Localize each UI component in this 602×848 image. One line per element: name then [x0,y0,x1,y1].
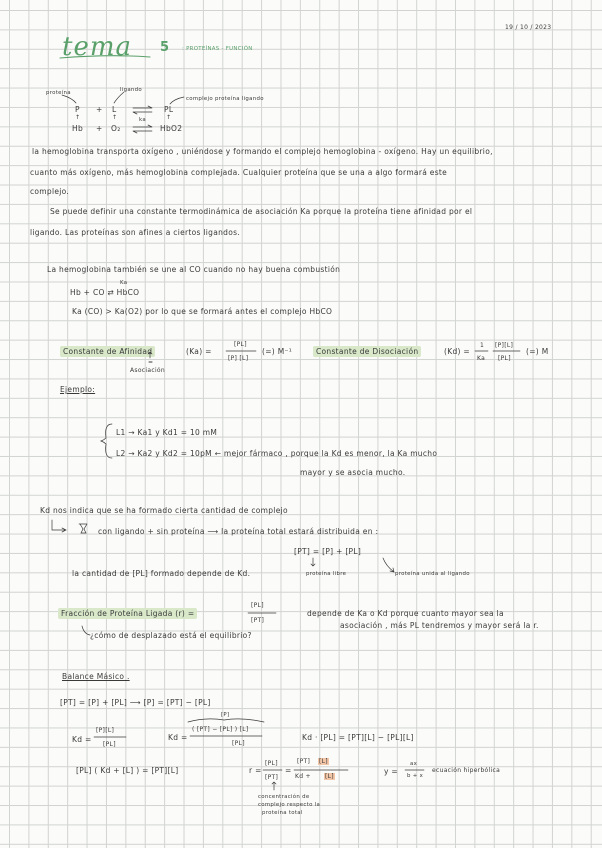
example-line1: L1 → Ka1 y Kd1 = 10 mM [116,428,218,437]
up-arrow-1: ↑ [75,114,81,121]
fraction-label: Fracción de Proteína Ligada (r) = [58,608,197,619]
hyperbola-lhs: y = [384,767,399,776]
dissociation-unit: (=) M [526,347,549,356]
kd2-numerator: ( [PT] − [PL] ) [L] [192,726,249,733]
kd-denominator: [PL] [103,741,116,748]
fraction-line1: depende de Ka o Kd porque cuanto mayor sea la [307,609,504,618]
kd-lhs: Kd = [72,735,92,744]
balance-eq1: [PT] = [P] + [PL] ⟶ [P] = [PT] − [PL] [60,698,211,707]
reaction-ka: ka [139,117,146,123]
label-complex: complejo proteína ligando [186,96,264,102]
r2-numerator-b: [L] [319,758,328,765]
example-line3: mayor y se asocia mucho. [300,468,406,477]
r-numerator: [PL] [265,760,278,767]
co-line3: Ka (CO) > Ka(O2) por lo que se formará antes el complejo HbCO [72,307,333,316]
r2-denominator-a: Kd + [295,773,311,780]
hyperbola-note: ecuación hiperbólica [432,767,501,774]
kd-line3: la cantidad de [PL] formado depende de Kd. [72,569,251,578]
label-protein: proteína [46,90,71,96]
up-arrow-3: ↑ [166,114,172,121]
symbol-o2: O₂ [111,124,121,133]
symbol-pl: PL [164,105,174,114]
para2-line1: Se puede definir una constante termodinámica de asociación Ka porque la proteína tiene afinidad por el [50,207,473,216]
kd-numerator: [P][L] [96,727,115,734]
example-label: Ejemplo: [60,385,96,394]
symbol-l: L [112,105,117,114]
example-line2: L2 → Ka2 y Kd2 = 10pM ← mejor fármaco , porque la Kd es menor, la Ka mucho [116,449,438,458]
kd2-denominator: [PL] [232,740,245,747]
label-free-protein: proteína libre [306,571,347,577]
balance-title: Balance Másico . [62,672,130,681]
dissociation-ka: Ka [477,355,486,362]
co-line1: La hemoglobina también se une al CO cuando no hay buena combustión [47,265,341,274]
balance-last-equation: [PL] ( Kd + [L] ) = [PT][L] [76,766,179,775]
r-lhs: r = [249,766,262,775]
r2-numerator-a: [PT] [297,758,311,765]
fraction-numerator: [PL] [251,602,264,609]
kd2-top: [P] [221,712,230,718]
kd2-lhs: Kd = [168,733,188,742]
kd3-equation: Kd · [PL] = [PT][L] − [PL][L] [302,733,414,742]
affinity-ka: (Ka) = [186,347,212,356]
fraction-question: ¿cómo de desplazado está el equilibrio? [90,631,252,640]
hyperbola-numerator: ax [410,761,418,767]
symbol-hb: Hb [72,124,84,133]
total-protein-equation: [PT] = [P] + [PL] [294,547,362,556]
symbol-plus: + [96,105,103,114]
concentration-note-1: concentración de [258,794,310,800]
affinity-numerator: [PL] [234,341,247,348]
fraction-denominator: [PT] [251,617,265,624]
label-ligand: ligando [120,87,142,93]
dissociation-label: Constante de Disociación [313,346,421,357]
affinity-note-eq: = [148,359,154,366]
page-title: tema [62,32,132,62]
date: 19 / 10 / 2023 [505,24,552,31]
hyperbola-denominator: b + x [407,773,424,779]
dissociation-kd: (Kd) = [444,347,470,356]
r2-denominator-b: [L] [325,773,334,780]
affinity-note: Asociación [130,367,165,374]
topic-number: 5 [160,40,170,55]
para1-line3: complejo. [30,187,70,196]
affinity-label: Constante de Afinidad [60,346,155,357]
up-arrow-2: ↑ [112,114,118,121]
para2-line2: ligando. Las proteínas son afines a ciertos ligandos. [30,228,241,237]
concentration-note-2: complejo respecto la [258,802,321,808]
para1-line1: la hemoglobina transporta oxígeno , uniéndose y formando el complejo hemoglobina - oxígeno. Hay un equilibrio, [32,147,493,156]
label-bound-protein: proteína unida al ligando [395,571,470,577]
affinity-denominator: [P] [L] [228,355,249,362]
page-subtitle: : PROTEÍNAS - FUNCIÓN [182,46,253,52]
dissociation-one: 1 [480,342,485,349]
co-ka: Ka [120,280,128,286]
symbol-hbo2: HbO2 [160,124,183,133]
affinity-unit: (=) M⁻¹ [262,347,293,356]
fraction-line2: asociación , más PL tendremos y mayor será la r. [340,621,539,630]
para1-line2: cuanto más oxígeno, más hemoglobina complejada. Cualquier proteína que se una a algo formará este [30,168,448,177]
kd-line1: Kd nos indica que se ha formado cierta cantidad de complejo [40,506,288,515]
dissociation-numerator: [P][L] [495,342,514,349]
concentration-note-3: proteína total [262,810,303,816]
symbol-plus-2: + [96,124,103,133]
r-denominator: [PT] [265,774,279,781]
co-equation: Hb + CO ⇄ HbCO [70,288,140,297]
dissociation-denominator: [PL] [498,355,511,362]
kd-line2: con ligando + sin proteína ⟶ la proteína total estará distribuida en : [98,527,379,536]
symbol-p: P [75,105,80,114]
r-equals: = [285,766,292,775]
